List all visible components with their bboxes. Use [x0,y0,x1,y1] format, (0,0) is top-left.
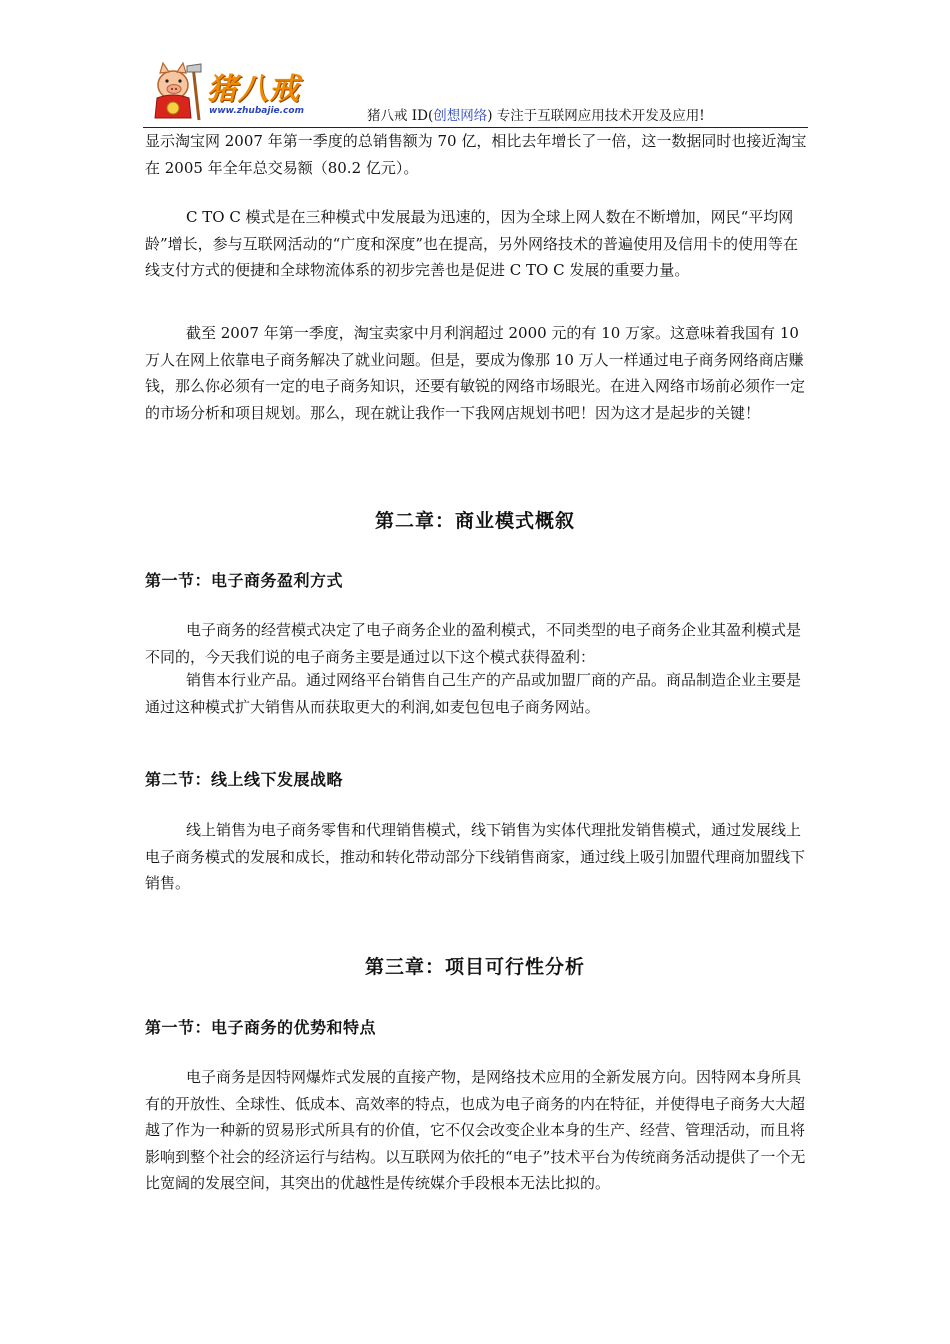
header-tagline [367,104,705,124]
chapter-3-section-1-title: 第一节：电子商务的优势和特点 [145,1018,377,1037]
logo-url: www.zhubajie.com [209,106,304,116]
chapter-2-section-1-para-1: 电子商务的经营模式决定了电子商务企业的盈利模式，不同类型的电子商务企业其盈利模式是不同的，今天我们说的电子商务主要是通过以下这个模式获得盈利： [145,621,802,666]
paragraph-sales-stat: 显示淘宝网 2007 年第一季度的总销售额为 70 亿，相比去年增长了一倍，这一数据同时也接近淘宝在 2005 年全年总交易额（80.2 亿元）。 [145,132,807,177]
header-suffix: ) 专注于互联网应用技术开发及应用! [487,108,705,124]
header-prefix: 猪八戒 ID( [367,108,434,124]
zhubajie-logo [143,58,313,124]
paragraph-ctoc: C TO C 模式是在三种模式中发展最为迅速的，因为全球上网人数在不断增加，网民“平均网龄”增长，参与互联网活动的“广度和深度”也在提高，另外网络技术的普遍使用及信用卡的使用等在线支付方式的便捷和全球物流体系的初步完善也是促进 C TO C 发展的重要力量。 [145,208,799,279]
chapter-2-title: 第二章：商业模式概叙 [374,510,575,532]
chapter-2-section-2-title: 第二节：线上线下发展战略 [145,770,344,789]
chapter-2-section-1-title: 第一节：电子商务盈利方式 [145,571,344,590]
chapter-2-section-2-para-1: 线上销售为电子商务零售和代理销售模式，线下销售为实体代理批发销售模式，通过发展线上电子商务模式的发展和成长，推动和转化带动部分下线销售商家，通过线上吸引加盟代理商加盟线下销售。 [145,821,806,892]
paragraph-sellers: 截至 2007 年第一季度，淘宝卖家中月利润超过 2000 元的有 10 万家。这意味着我国有 10 万人在网上依靠电子商务解决了就业问题。但是，要成为像那 10 万人一样通过电子商务网络商店赚钱，那么你必须有一定的电子商务知识，还要有敏锐的网络市场眼光。在进入网络市场前必须作一定的市场分析和项目规划。那么，现在就让我作一下我网店规划书吧！因为这才是起步的关键！ [145,324,806,422]
page-header [143,58,808,128]
chapter-3-title: 第三章：项目可行性分析 [364,956,585,978]
chapter-3-section-1-para-1: 电子商务是因特网爆炸式发展的直接产物，是网络技术应用的全新发展方向。因特网本身所具有的开放性、全球性、低成本、高效率的特点，也成为电子商务的内在特征，并使得电子商务大大超越了作为一种新的贸易形式所具有的价值，它不仅会改变企业本身的生产、经营、管理活动，而且将影响到整个社会的经济运行与结构。以互联网为依托的“电子”技术平台为传统商务活动提供了一个无比宽阔的发展空间，其突出的优越性是传统媒介手段根本无法比拟的。 [145,1068,806,1192]
logo-wordmark: 猪八戒 [207,72,300,107]
chapter-2-section-1-para-2: 销售本行业产品。通过网络平台销售自己生产的产品或加盟厂商的产品。商品制造企业主要是通过这种模式扩大销售从而获取更大的利润,如麦包包电子商务网站。 [145,671,802,716]
header-link[interactable]: 创想网络 [433,108,488,124]
